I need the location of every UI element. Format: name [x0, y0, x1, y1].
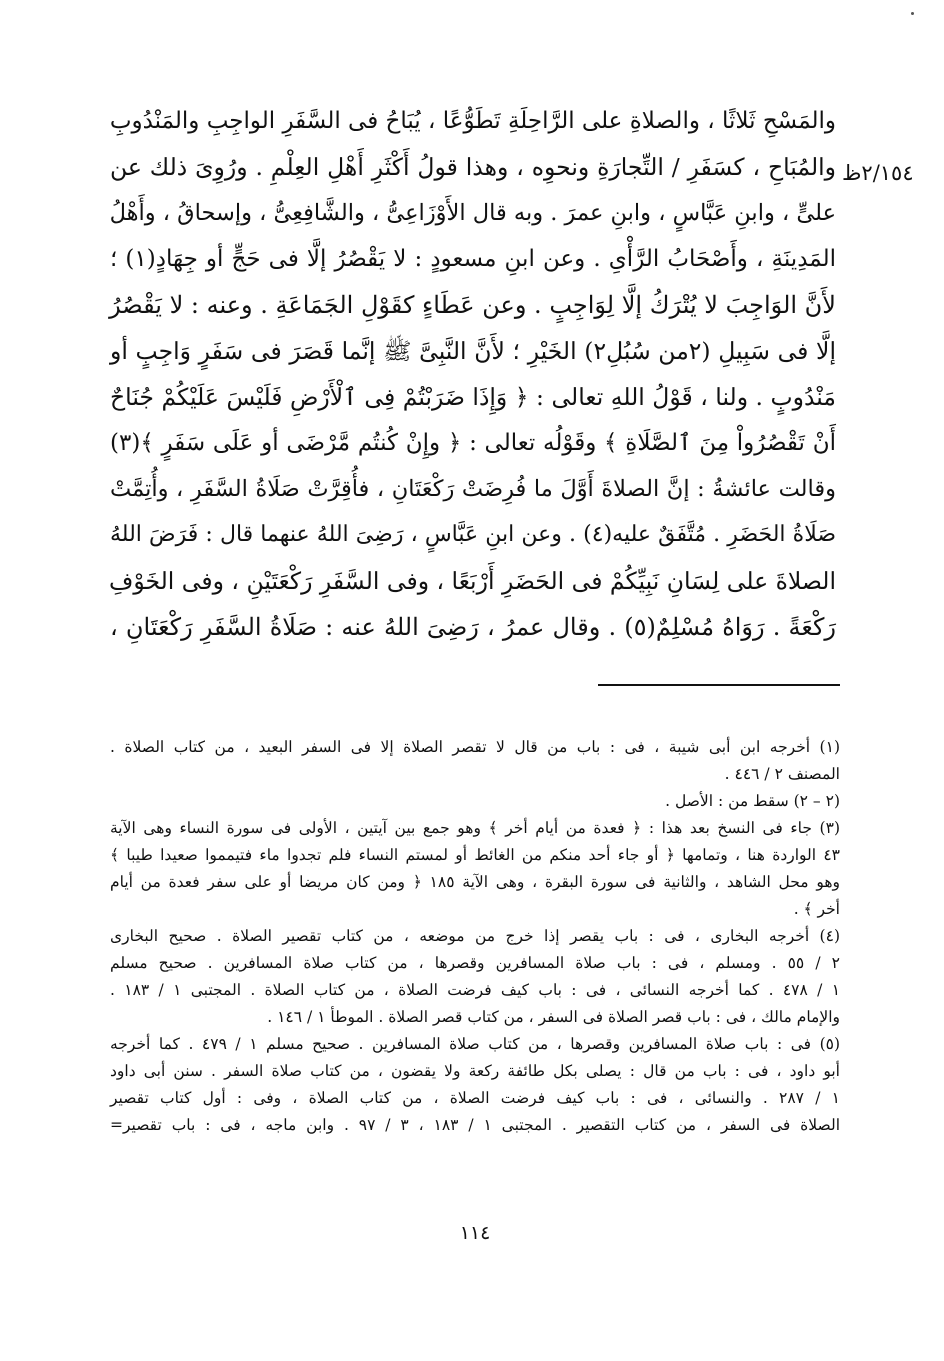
footnote-separator: [598, 684, 840, 686]
footnote-line: والإمام مالك ، فى : باب قصر الصلاة فى السفر ، من كتاب قصر الصلاة . الموطأ ١ / ١٤٦ .: [267, 1008, 840, 1026]
footnote-line: ٤٣ الواردة هنا ، وتمامها ﴿ أو جاء أحد منكم من الغائط أو لمستم النساء فلم تجدوا ماء فتيمموا صعيدا طيبا ﴾: [110, 846, 840, 864]
footnote-line: ١ / ٤٧٨ . كما أخرجه النسائى ، فى : باب كيف فرضت الصلاة ، من كتاب الصلاة . المجتبى ١ / ١٨٣ .: [110, 981, 841, 999]
text-line: علىٍّ ، وابنِ عَبَّاسٍ ، وابنِ عمرَ . وبه قال الأَوْزَاعِىُّ ، والشَّافِعِىُّ ، وإسحاقُ ، وأَهْلُ: [109, 200, 836, 226]
text-line: مَنْدُوبٍ . ولنا ، قَوْلُ اللهِ تعالى : ﴿ وَإِذَا ضَرَبْتُمْ فِى ٱلْأَرْضِ فَلَيْسَ عَلَيْكُمْ جُنَاحٌ: [110, 383, 836, 411]
text-line: المَدِينَةِ ، وأَصْحَابُ الرَّأْىِ . وعن ابنِ مسعودٍ : لا يَقْصُرُ إلَّا فى حَجٍّ أو جِهَادٍ(١) ؛: [110, 246, 836, 272]
text-line: الصلاةَ على لِسَانِ نَبِيِّكُمْ فى الحَضَرِ أَرْبَعًا ، وفى السَّفَرِ رَكْعَتَيْنِ ، وفى الخَوْفِ: [108, 567, 836, 595]
footnote-line: ١ / ٢٨٧ . والنسائى ، فى : باب كيف فرضت الصلاة ، من كتاب الصلاة ، وفى : أول كتاب تقصير: [110, 1089, 840, 1107]
footnote-line: أبو داود ، فى : باب من قال : يصلى بكل طائفة ركعة ولا يقضون ، من كتاب صلاة السفر . سنن أبى داود: [110, 1062, 840, 1080]
footnote-line: أخر ﴾ .: [793, 900, 840, 918]
footnote-line: المصنف ٢ / ٤٤٦ .: [724, 765, 840, 783]
text-line: أَنْ تَقْصُرُواْ مِنَ ٱلصَّلَاةِ ﴾ وقَوْلُه تعالى : ﴿ وإِنْ كُنتُم مَّرْضَى أو عَلَى سَفَرٍ ﴾(٣): [110, 430, 836, 456]
text-line: إلَّا فى سَبِيلِ (٢من سُبُلِ٢) الخَيْرِ ؛ لأَنَّ النَّبِىَّ ﷺ إنَّما قَصَرَ فى سَفَرٍ وَاجِبٍ أو: [110, 337, 836, 365]
scan-speck: [911, 12, 914, 15]
text-line: رَكْعَةً . رَوَاهُ مُسْلِمٌ(٥) . وقال عمرُ ، رَضِىَ اللهُ عنه : صَلَاةُ السَّفَرِ رَكْعَتَانِ ،: [110, 613, 836, 641]
footnote-line: (٣) جاء فى النسخ بعد هذا : ﴿ فعدة من أيام أخر ﴾ وهو جمع بين آيتين ، الأولى فى سورة النساء وهى الآية: [110, 819, 840, 837]
main-text: [110, 98, 836, 650]
footnote-line: وهو محل الشاهد ، والثانية فى سورة البقرة ، وهى الآية ١٨٥ ﴿ ومن كان مريضا أو على سفر فعدة من أيام: [110, 873, 840, 891]
footnote-line: ٢ / ٥٥ . ومسلم ، فى : باب صلاة المسافرين وقصرها ، من كتاب صلاة المسافرين . صحيح مسلم: [110, 954, 840, 972]
text-line: والمَسْحِ ثَلاثًا ، والصلاةِ على الرَّاحِلَةِ تَطَوُّعًا ، يُبَاحُ فى السَّفَرِ الواجِبِ والمَنْدُوبِ: [109, 108, 836, 134]
page-number: ١١٤: [459, 1222, 491, 1244]
text-line: وقالت عائشةُ : إنَّ الصلاةَ أَوَّلَ ما فُرِضَتْ رَكْعَتَانِ ، فأُقِرَّتْ صَلَاةُ السَّفَرِ ، وأُتِمَّتْ: [110, 476, 836, 502]
footnote-line: (٢ – ٢) سقط من : الأصل .: [665, 792, 840, 810]
footnote-line: (٥) فى : باب صلاة المسافرين وقصرها ، من كتاب صلاة المسافرين . صحيح مسلم ١ / ٤٧٩ . كما أخرجه: [110, 1035, 841, 1053]
text-line: صَلَاةُ الحَضَرِ . مُتَّفَقٌ عليه(٤) . وعن ابنِ عَبَّاسٍ ، رَضِىَ اللهُ عنهما قال : فَرَضَ اللهُ: [110, 522, 837, 547]
margin-reference: ٢/١٥٤ظ: [842, 161, 914, 185]
footnote-line: (٤) أخرجه البخارى ، فى : باب يقصر إذا خرج من موضعه ، من كتاب تقصير الصلاة . صحيح البخارى: [110, 927, 840, 945]
footnotes: [110, 734, 840, 1139]
footnote-line: (١) أخرجه ابن أبى شيبة ، فى : باب من قال لا تقصر الصلاة إلا فى السفر البعيد ، من كتاب الصلاة .: [110, 738, 840, 756]
text-line: والمُبَاحِ ، كسَفَرِ / التِّجارَةِ ونحوِه ، وهذا قولُ أَكْثَرِ أَهْلِ العِلْمِ . ورُوِىَ ذلك عن: [110, 153, 836, 181]
footnote-line: الصلاة فى السفر ، من كتاب التقصير . المجتبى ١ / ١٨٣ ، ٣ / ٩٧ . وابن ماجه ، فى : باب تقصير=: [110, 1116, 841, 1134]
text-line: لأَنَّ الوَاجِبَ لا يُتْرَكُ إلَّا لِوَاجِبٍ . وعن عَطَاءٍ كقَوْلِ الجَمَاعَةِ . وعنه : لا يَقْصُرُ: [109, 291, 836, 319]
